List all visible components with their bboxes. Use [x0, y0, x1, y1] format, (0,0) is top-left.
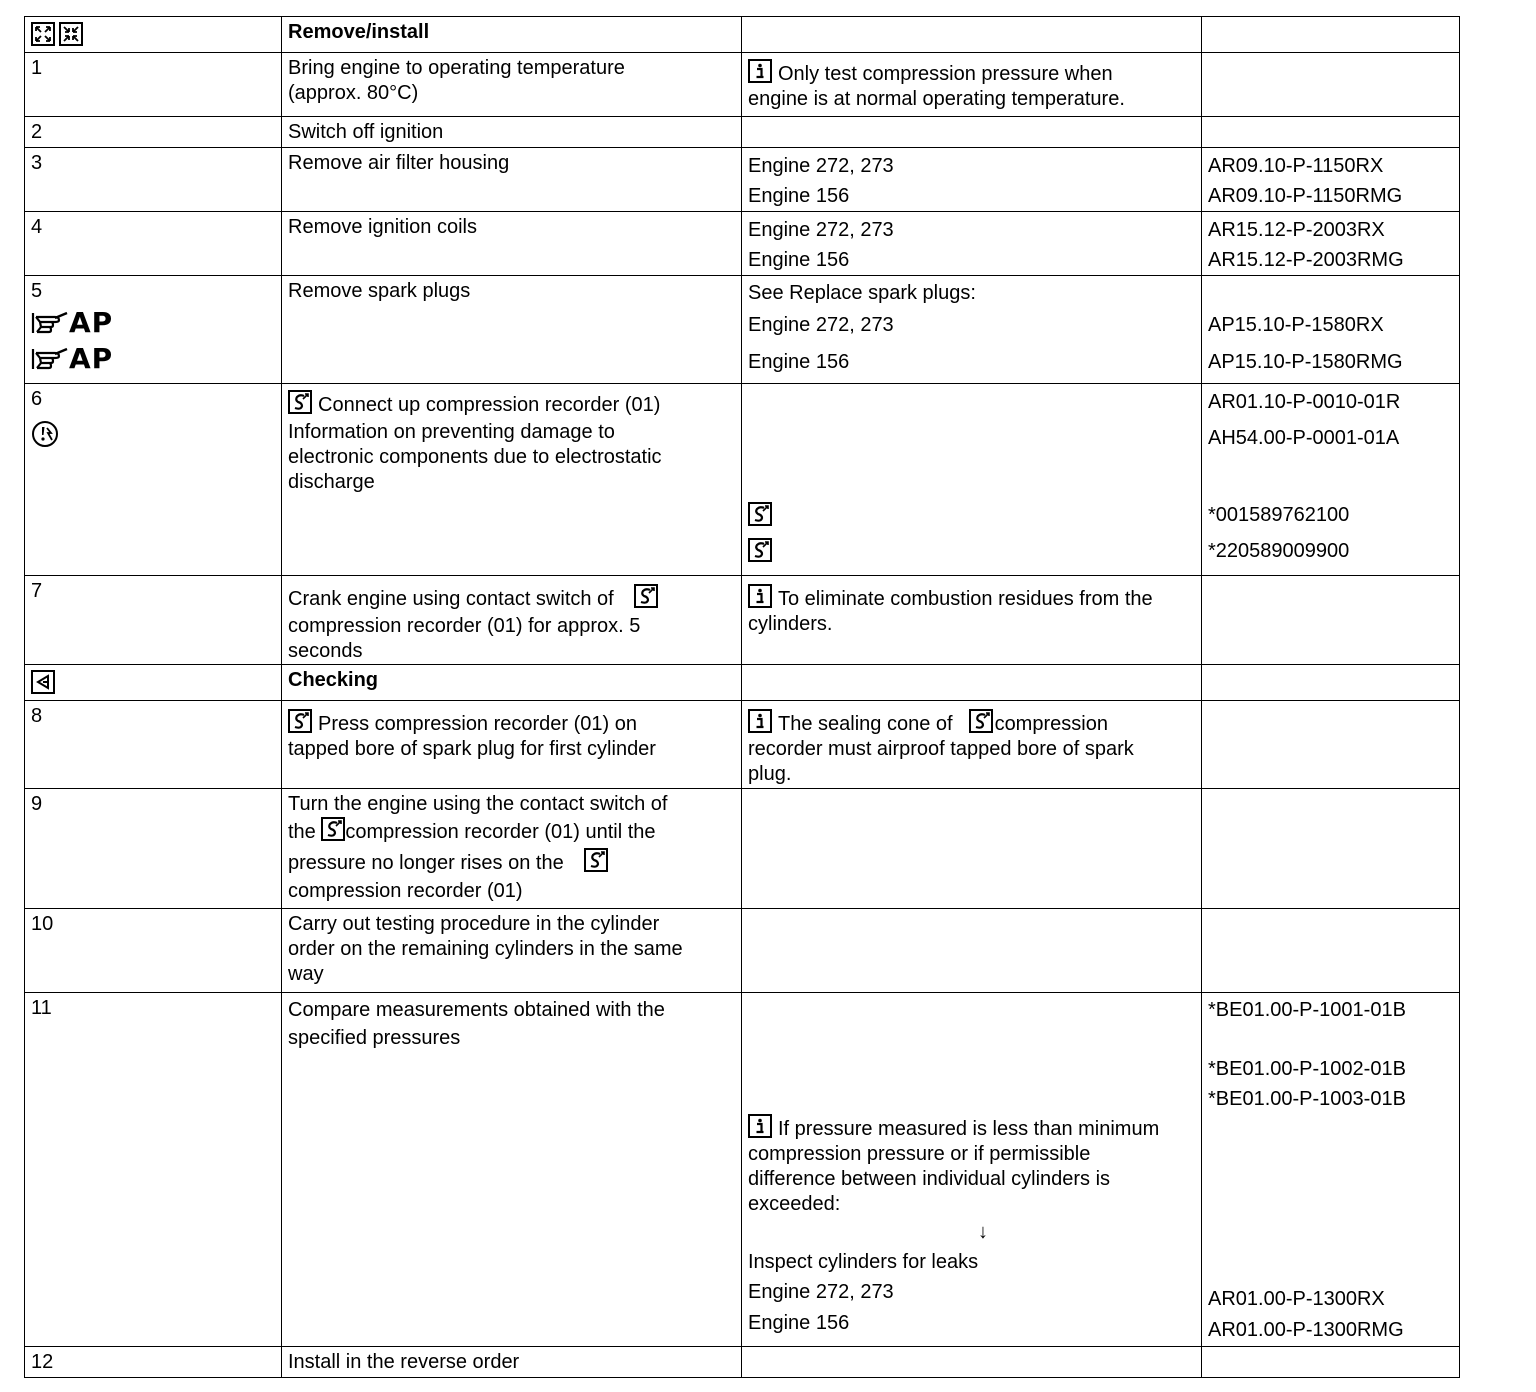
table-row: [25, 993, 1460, 1347]
reference-link[interactable]: *BE01.00-P-1003-01B: [1208, 1088, 1406, 1110]
reference-cell: [1202, 993, 1460, 1347]
special-tool-icon: [969, 709, 993, 733]
step-text: Crank engine using contact switch of compression recorder (01) for approx. 5 seconds: [282, 576, 742, 665]
table-row: [25, 212, 1460, 276]
info-icon: [748, 584, 772, 608]
step-text: Remove air filter housing: [282, 148, 742, 212]
reference-link[interactable]: AH54.00-P-0001-01A: [1208, 427, 1400, 449]
step-text: Turn the engine using the contact switch of the compression recorder (01) until the pressure no longer rises on the compression recorder (01): [282, 789, 742, 909]
table-row: [25, 276, 1460, 384]
step-note: [742, 384, 1202, 576]
procedure-table: [24, 16, 1460, 1378]
reference-cell: [1202, 384, 1460, 576]
ap-reference-marker[interactable]: AP: [31, 304, 276, 340]
reference-cell: [1202, 212, 1460, 276]
step-text: Switch off ignition: [282, 117, 742, 148]
table-row: [25, 117, 1460, 148]
step-text: Remove spark plugs: [282, 276, 742, 384]
info-icon: [748, 709, 772, 733]
step-number: 10: [25, 909, 282, 993]
step-note: See Replace spark plugs: Engine 272, 273 Engine 156: [742, 276, 1202, 384]
reference-link[interactable]: *BE01.00-P-1002-01B: [1208, 1058, 1406, 1080]
special-tool-icon: [748, 502, 772, 526]
step-text: Press compression recorder (01) on tapped bore of spark plug for first cylinder: [282, 701, 742, 789]
table-row: [25, 148, 1460, 212]
reference-link[interactable]: AR01.00-P-1300RMG: [1208, 1319, 1404, 1341]
step-number: 12: [25, 1347, 282, 1378]
reference-link[interactable]: AR01.00-P-1300RX: [1208, 1288, 1385, 1310]
special-tool-icon: [634, 584, 658, 608]
pointing-hand-icon: [31, 309, 69, 335]
section-header-checking: [25, 665, 1460, 701]
step-number-cell: [25, 276, 282, 384]
reference-link[interactable]: *BE01.00-P-1001-01B: [1208, 999, 1406, 1021]
step-text: Carry out testing procedure in the cylinder order on the remaining cylinders in the same way: [282, 909, 742, 993]
step-number: 6: [31, 388, 43, 410]
step-text: Connect up compression recorder (01) Information on preventing damage to electronic components due to electrostatic discharge: [282, 384, 742, 576]
special-tool-icon: [584, 848, 608, 872]
step-note: Engine 272, 273 Engine 156: [742, 212, 1202, 276]
step-number: 9: [25, 789, 282, 909]
step-number-cell: [25, 384, 282, 576]
step-note: To eliminate combustion residues from the cylinders.: [742, 576, 1202, 665]
install-icon: [59, 22, 83, 46]
special-tool-icon: [748, 538, 772, 562]
ap-reference-marker[interactable]: AP: [31, 340, 276, 376]
table-row: [25, 384, 1460, 576]
special-tool-icon: [321, 817, 345, 841]
reference-link[interactable]: AP15.10-P-1580RX: [1208, 314, 1384, 336]
info-icon: [748, 1114, 772, 1138]
step-number: 8: [25, 701, 282, 789]
step-text: Remove ignition coils: [282, 212, 742, 276]
reference-link[interactable]: AR15.12-P-2003RX: [1208, 219, 1385, 241]
esd-warning-icon: [31, 420, 59, 448]
step-number: 7: [25, 576, 282, 665]
reference-cell: [1202, 276, 1460, 384]
table-row: [25, 1347, 1460, 1378]
step-note: Engine 272, 273 Engine 156: [742, 148, 1202, 212]
reference-link[interactable]: AR15.12-P-2003RMG: [1208, 249, 1404, 271]
step-number: 2: [25, 117, 282, 148]
step-number: 1: [25, 53, 282, 117]
section-header-remove-install: [25, 17, 1460, 53]
table-row: [25, 909, 1460, 993]
section-icon-cell: [25, 665, 282, 701]
arrow-down-icon: ↓: [978, 1221, 988, 1243]
step-number: 11: [25, 993, 282, 1347]
step-number: 5: [31, 280, 43, 302]
section-title-checking: Checking: [282, 665, 742, 701]
reference-link[interactable]: AP15.10-P-1580RMG: [1208, 351, 1403, 373]
pointing-hand-icon: [31, 345, 69, 371]
remove-icon: [31, 22, 55, 46]
tool-number[interactable]: *001589762100: [1208, 504, 1350, 526]
special-tool-icon: [288, 390, 312, 414]
step-note: Only test compression pressure when engine is at normal operating temperature.: [742, 53, 1202, 117]
reference-link[interactable]: AR09.10-P-1150RX: [1208, 155, 1384, 177]
tool-number[interactable]: *220589009900: [1208, 540, 1350, 562]
special-tool-icon: [288, 709, 312, 733]
step-text: Compare measurements obtained with the specified pressures: [282, 993, 742, 1347]
step-number: 4: [25, 212, 282, 276]
step-number: 3: [25, 148, 282, 212]
table-row: [25, 576, 1460, 665]
section-icons-cell: [25, 17, 282, 53]
step-text: Bring engine to operating temperature (approx. 80°C): [282, 53, 742, 117]
section-title-remove-install: Remove/install: [282, 17, 742, 53]
table-row: [25, 789, 1460, 909]
info-icon: [748, 59, 772, 83]
reference-cell: [1202, 148, 1460, 212]
table-row: [25, 701, 1460, 789]
step-note: The sealing cone of compression recorder must airproof tapped bore of spark plug.: [742, 701, 1202, 789]
step-note: If pressure measured is less than minimum compression pressure or if permissible difference between individual cylinders is exceeded: ↓ Inspect cylinders for leaks Engine 272, 273 Engine 156: [742, 993, 1202, 1347]
table-row: [25, 53, 1460, 117]
step-text: Install in the reverse order: [282, 1347, 742, 1378]
reference-link[interactable]: AR01.10-P-0010-01R: [1208, 391, 1401, 413]
reference-link[interactable]: AR09.10-P-1150RMG: [1208, 185, 1403, 207]
checking-icon: [31, 670, 55, 694]
